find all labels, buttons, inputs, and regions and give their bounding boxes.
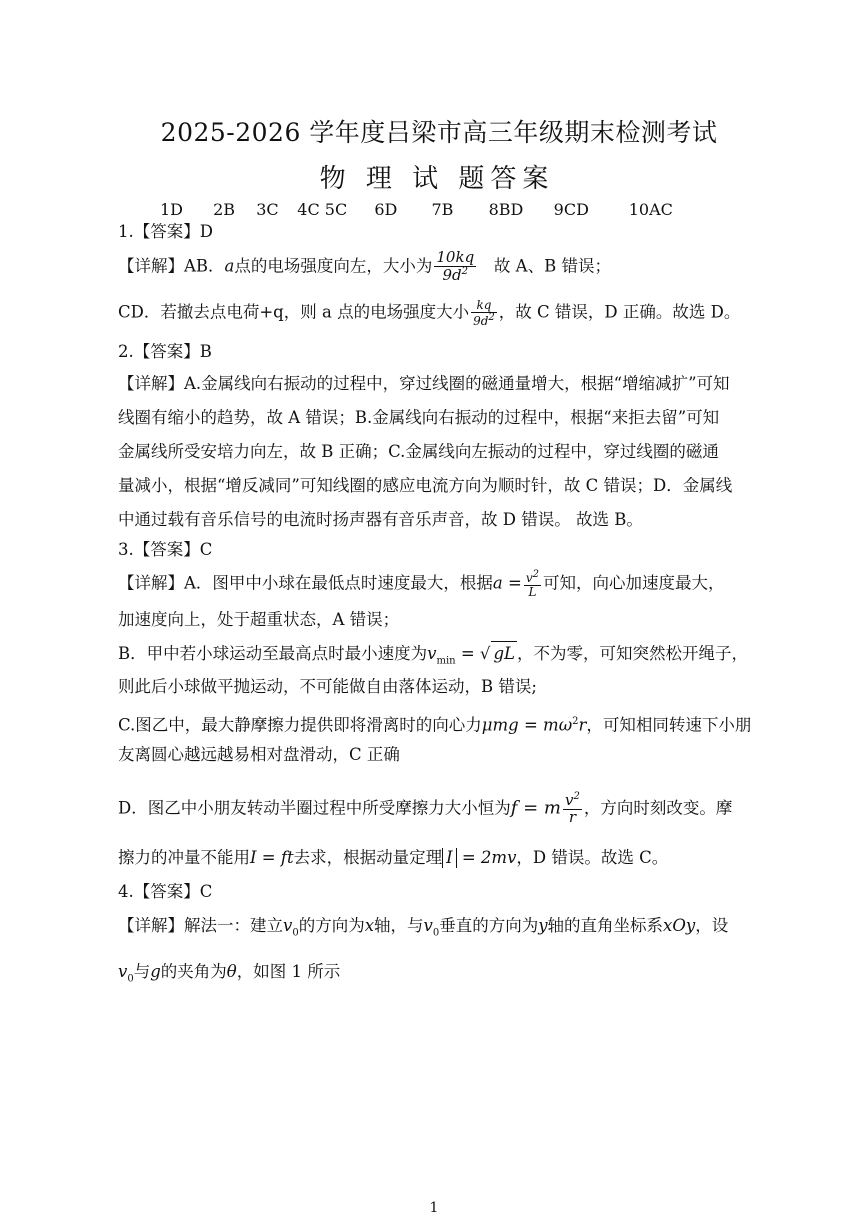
text: ，可知相同转速下小朋 bbox=[586, 715, 752, 735]
page-number: 1 bbox=[429, 1200, 439, 1216]
variable: a bbox=[224, 256, 235, 276]
answer-key-item: 8BD bbox=[488, 200, 524, 219]
text: 轴，与 bbox=[374, 916, 424, 935]
exponent: 2 bbox=[461, 265, 469, 277]
text: D．图乙中小朋友转动半圈过程中所受摩擦力大小恒为 bbox=[118, 798, 511, 818]
subscript: 0 bbox=[127, 973, 134, 985]
q4-answer: 4.【答案】C bbox=[118, 882, 213, 901]
q2-detail-line: 金属线所受安培力向左，故 B 正确；C.金属线向左振动的过程中，穿过线圈的磁通 bbox=[118, 442, 719, 461]
q3-detail-line: 加速度向上，处于超重状态，A 错误； bbox=[118, 610, 400, 629]
text: ，如图 1 所示 bbox=[236, 962, 341, 981]
denominator: r bbox=[568, 807, 577, 826]
equals: = bbox=[455, 644, 480, 663]
subscript: 0 bbox=[432, 927, 440, 939]
equation: μmg = mω bbox=[481, 715, 573, 735]
q3-detail-line bbox=[118, 846, 758, 870]
q1-detail-ab bbox=[118, 250, 758, 284]
variable: v bbox=[427, 644, 437, 663]
exponent: 2 bbox=[573, 791, 580, 802]
variable: v bbox=[118, 962, 128, 981]
q3-detail-line bbox=[118, 641, 758, 673]
text: ，D 错误。故选 C。 bbox=[516, 848, 669, 867]
text: 轴的直角坐标系 bbox=[547, 916, 664, 935]
sqrt-sign: √ bbox=[479, 644, 491, 663]
variable: y bbox=[538, 916, 548, 935]
page-title: 2025-2026 学年度吕梁市高三年级期末检测考试 bbox=[160, 118, 718, 147]
q3-detail-line: 则此后小球做平抛运动，不可能做自由落体运动，B 错误; bbox=[118, 677, 537, 696]
exponent: 2 bbox=[572, 716, 579, 727]
num-text: v bbox=[525, 571, 533, 585]
q3-answer: 3.【答案】C bbox=[118, 540, 213, 559]
text: 与 bbox=[133, 962, 151, 981]
equation: = 2mv bbox=[456, 848, 517, 867]
answer-key-item: 4C 5C bbox=[297, 200, 348, 219]
denominator bbox=[471, 313, 497, 328]
page-subtitle: 物 理 试 题答案 bbox=[319, 164, 555, 194]
text: 【详解】A．图甲中小球在最低点时速度最大，根据 bbox=[118, 573, 493, 593]
equation: f = m bbox=[510, 797, 561, 819]
variable: g bbox=[150, 962, 161, 981]
numerator bbox=[524, 570, 541, 586]
den-text: 9d bbox=[473, 313, 489, 328]
text: B．甲中若小球运动至最高点时最小速度为 bbox=[118, 644, 428, 663]
answer-key-item: 3C bbox=[256, 200, 279, 219]
text: 【详解】AB． bbox=[118, 256, 225, 276]
subscript: min bbox=[436, 655, 456, 667]
fraction bbox=[563, 792, 582, 826]
q2-detail-line: 【详解】A.金属线向右振动的过程中，穿过线圈的磁通量增大，根据“增缩减扩”可知 bbox=[118, 374, 730, 393]
q3-detail-line bbox=[118, 710, 758, 738]
text: ，故 C 错误，D 正确。故选 D。 bbox=[498, 302, 741, 322]
variable: θ bbox=[226, 962, 237, 981]
q1-answer: 1.【答案】D bbox=[118, 222, 213, 241]
q2-detail-line: 量减小，根据“增反减同”可知线圈的感应电流方向为顺时针，故 C 错误；D．金属线 bbox=[118, 476, 733, 495]
num-text: v bbox=[565, 791, 574, 809]
fraction bbox=[434, 250, 476, 284]
exponent: 2 bbox=[488, 311, 495, 323]
answer-key-item: 6D bbox=[374, 200, 398, 219]
variable: xOy bbox=[663, 916, 696, 935]
text: 点的电场强度向左，大小为 bbox=[234, 256, 433, 276]
answer-key-item: 10AC bbox=[628, 200, 673, 219]
text: 可知，向心加速度最大， bbox=[543, 573, 725, 593]
q1-detail-cd bbox=[118, 299, 758, 327]
text: 擦力的冲量不能用 bbox=[118, 848, 250, 867]
text: ，设 bbox=[695, 916, 729, 935]
q3-detail-line bbox=[118, 570, 758, 598]
text: 去求，根据动量定理 bbox=[293, 848, 443, 867]
abs-value: I bbox=[442, 848, 457, 868]
variable: v bbox=[283, 916, 293, 935]
q2-answer: 2.【答案】B bbox=[118, 342, 212, 361]
q4-detail-line bbox=[118, 914, 758, 945]
exponent: 2 bbox=[532, 569, 539, 580]
variable: v bbox=[423, 916, 433, 935]
fraction bbox=[524, 570, 541, 598]
equation: I = ft bbox=[250, 848, 294, 867]
subscript: 0 bbox=[292, 927, 299, 939]
q3-detail-line: 友离圆心越远越易相对盘滑动，C 正确 bbox=[118, 745, 400, 764]
text: 【详解】解法一：建立 bbox=[118, 916, 283, 935]
equation: a = bbox=[492, 573, 522, 593]
fraction bbox=[471, 299, 497, 327]
q4-detail-line bbox=[118, 960, 758, 991]
text: 垂直的方向为 bbox=[439, 916, 539, 935]
denominator bbox=[434, 267, 476, 284]
text: CD．若撤去点电荷+q，则 a 点的电场强度大小 bbox=[118, 302, 470, 322]
answer-key-item: 7B bbox=[431, 200, 454, 219]
text: 的夹角为 bbox=[160, 962, 227, 981]
variable: x bbox=[364, 916, 375, 935]
answer-key-item: 9CD bbox=[553, 200, 589, 219]
q2-detail-line: 中通过载有音乐信号的电流时扬声器有音乐声音，故 D 错误。 故选 B。 bbox=[118, 510, 643, 529]
text: C.图乙中，最大静摩擦力提供即将滑离时的向心力 bbox=[118, 715, 482, 735]
denominator: L bbox=[528, 584, 537, 599]
numerator: kq bbox=[471, 299, 497, 313]
sqrt-content: gL bbox=[491, 641, 517, 666]
den-text: 9d bbox=[442, 265, 462, 284]
text: 的方向为 bbox=[298, 916, 365, 935]
variable: r bbox=[578, 715, 587, 735]
q2-detail-line: 线圈有缩小的趋势，故 A 错误；B.金属线向右振动的过程中，根据“来拒去留”可知 bbox=[118, 408, 720, 427]
answer-key-item: 2B bbox=[213, 200, 236, 219]
answer-key-item: 1D bbox=[160, 200, 184, 219]
text: 故 A、B 错误； bbox=[493, 256, 611, 276]
text: ，方向时刻改变。摩 bbox=[583, 798, 733, 818]
answer-key-row bbox=[160, 200, 673, 219]
q3-detail-line bbox=[118, 792, 758, 826]
text: ，不为零，可知突然松开绳子， bbox=[516, 644, 748, 663]
numerator: 10kq bbox=[436, 248, 475, 266]
